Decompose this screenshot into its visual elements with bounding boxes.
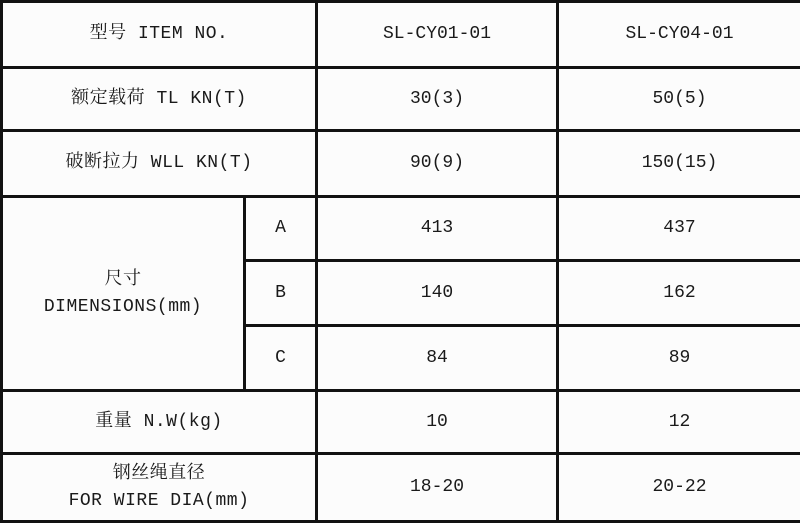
- row-breaking-force: [2, 131, 800, 197]
- wire-dia-label: [2, 454, 317, 522]
- item-no-label: 型号 ITEM NO.: [2, 2, 317, 68]
- wire-dia-value-model2: 20-22: [558, 454, 800, 522]
- wire-dia-label-en: FOR WIRE DIA(mm): [68, 490, 250, 511]
- dimension-b-value-model1: 140: [317, 261, 558, 326]
- weight-label: 重量 N.W(kg): [2, 391, 317, 454]
- weight-value-model1: 10: [317, 391, 558, 454]
- row-wire-dia: [2, 454, 800, 522]
- breaking-force-label: 破断拉力 WLL KN(T): [2, 131, 317, 197]
- item-no-value-model2: SL-CY04-01: [558, 2, 800, 68]
- dimension-c-key: C: [245, 326, 317, 391]
- breaking-force-value-model1: 90(9): [317, 131, 558, 197]
- dimensions-label-en: DIMENSIONS(mm): [43, 296, 203, 317]
- dimension-b-value-model2: 162: [558, 261, 800, 326]
- weight-value-model2: 12: [558, 391, 800, 454]
- row-dimension-a: [2, 197, 800, 261]
- dimension-a-value-model2: 437: [558, 197, 800, 261]
- row-item-no: [2, 2, 800, 68]
- dimensions-label: [2, 197, 245, 391]
- dimension-c-value-model1: 84: [317, 326, 558, 391]
- rated-load-value-model2: 50(5): [558, 68, 800, 131]
- dimension-c-value-model2: 89: [558, 326, 800, 391]
- row-weight: [2, 391, 800, 454]
- dimensions-label-zh: 尺寸: [104, 270, 142, 291]
- rated-load-label: 额定载荷 TL KN(T): [2, 68, 317, 131]
- dimension-a-key: A: [245, 197, 317, 261]
- breaking-force-value-model2: 150(15): [558, 131, 800, 197]
- row-rated-load: [2, 68, 800, 131]
- item-no-value-model1: SL-CY01-01: [317, 2, 558, 68]
- dimension-a-value-model1: 413: [317, 197, 558, 261]
- wire-dia-label-zh: 钢丝绳直径: [112, 464, 206, 485]
- rated-load-value-model1: 30(3): [317, 68, 558, 131]
- wire-dia-value-model1: 18-20: [317, 454, 558, 522]
- dimension-b-key: B: [245, 261, 317, 326]
